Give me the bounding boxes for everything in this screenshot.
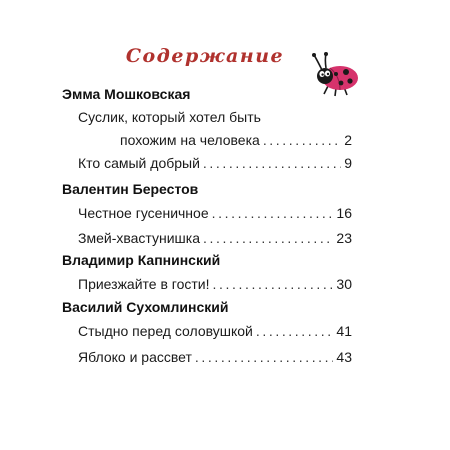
dot-leader <box>213 276 334 293</box>
dot-leader <box>195 349 334 366</box>
author-name: Владимир Капнинский <box>62 252 221 268</box>
entry-title: Стыдно перед соловушкой <box>78 323 253 339</box>
entry-title: похожим на человека <box>120 132 260 148</box>
toc-entry[interactable] <box>78 276 352 293</box>
dot-leader <box>263 132 341 149</box>
page-title: Содержание <box>125 45 285 67</box>
author-name: Эмма Мошковская <box>62 86 191 102</box>
dot-leader <box>256 323 334 340</box>
ladybug-icon <box>308 52 360 98</box>
dot-leader <box>203 155 341 172</box>
page-number: 41 <box>336 323 352 339</box>
page-number: 2 <box>344 132 352 148</box>
toc-entry[interactable] <box>78 230 352 247</box>
dot-leader <box>203 230 333 247</box>
toc-entry[interactable] <box>78 205 352 222</box>
page-number: 30 <box>336 276 352 292</box>
entry-title-line1: Суслик, который хотел быть <box>78 109 261 125</box>
page-number: 16 <box>336 205 352 221</box>
entry-title: Приезжайте в гости! <box>78 276 210 292</box>
author-name: Василий Сухомлинский <box>62 299 229 315</box>
page-number: 9 <box>344 155 352 171</box>
toc-entry[interactable] <box>78 349 352 366</box>
page-number: 23 <box>336 230 352 246</box>
toc-entry[interactable] <box>78 155 352 172</box>
author-name: Валентин Берестов <box>62 181 199 197</box>
entry-title: Яблоко и рассвет <box>78 349 192 365</box>
entry-title: Змей-хвастунишка <box>78 230 200 246</box>
entry-title: Честное гусеничное <box>78 205 209 221</box>
toc-entry[interactable] <box>78 323 352 340</box>
dot-leader <box>212 205 334 222</box>
entry-title: Кто самый добрый <box>78 155 200 171</box>
page-number: 43 <box>336 349 352 365</box>
toc-entry[interactable] <box>78 109 352 149</box>
